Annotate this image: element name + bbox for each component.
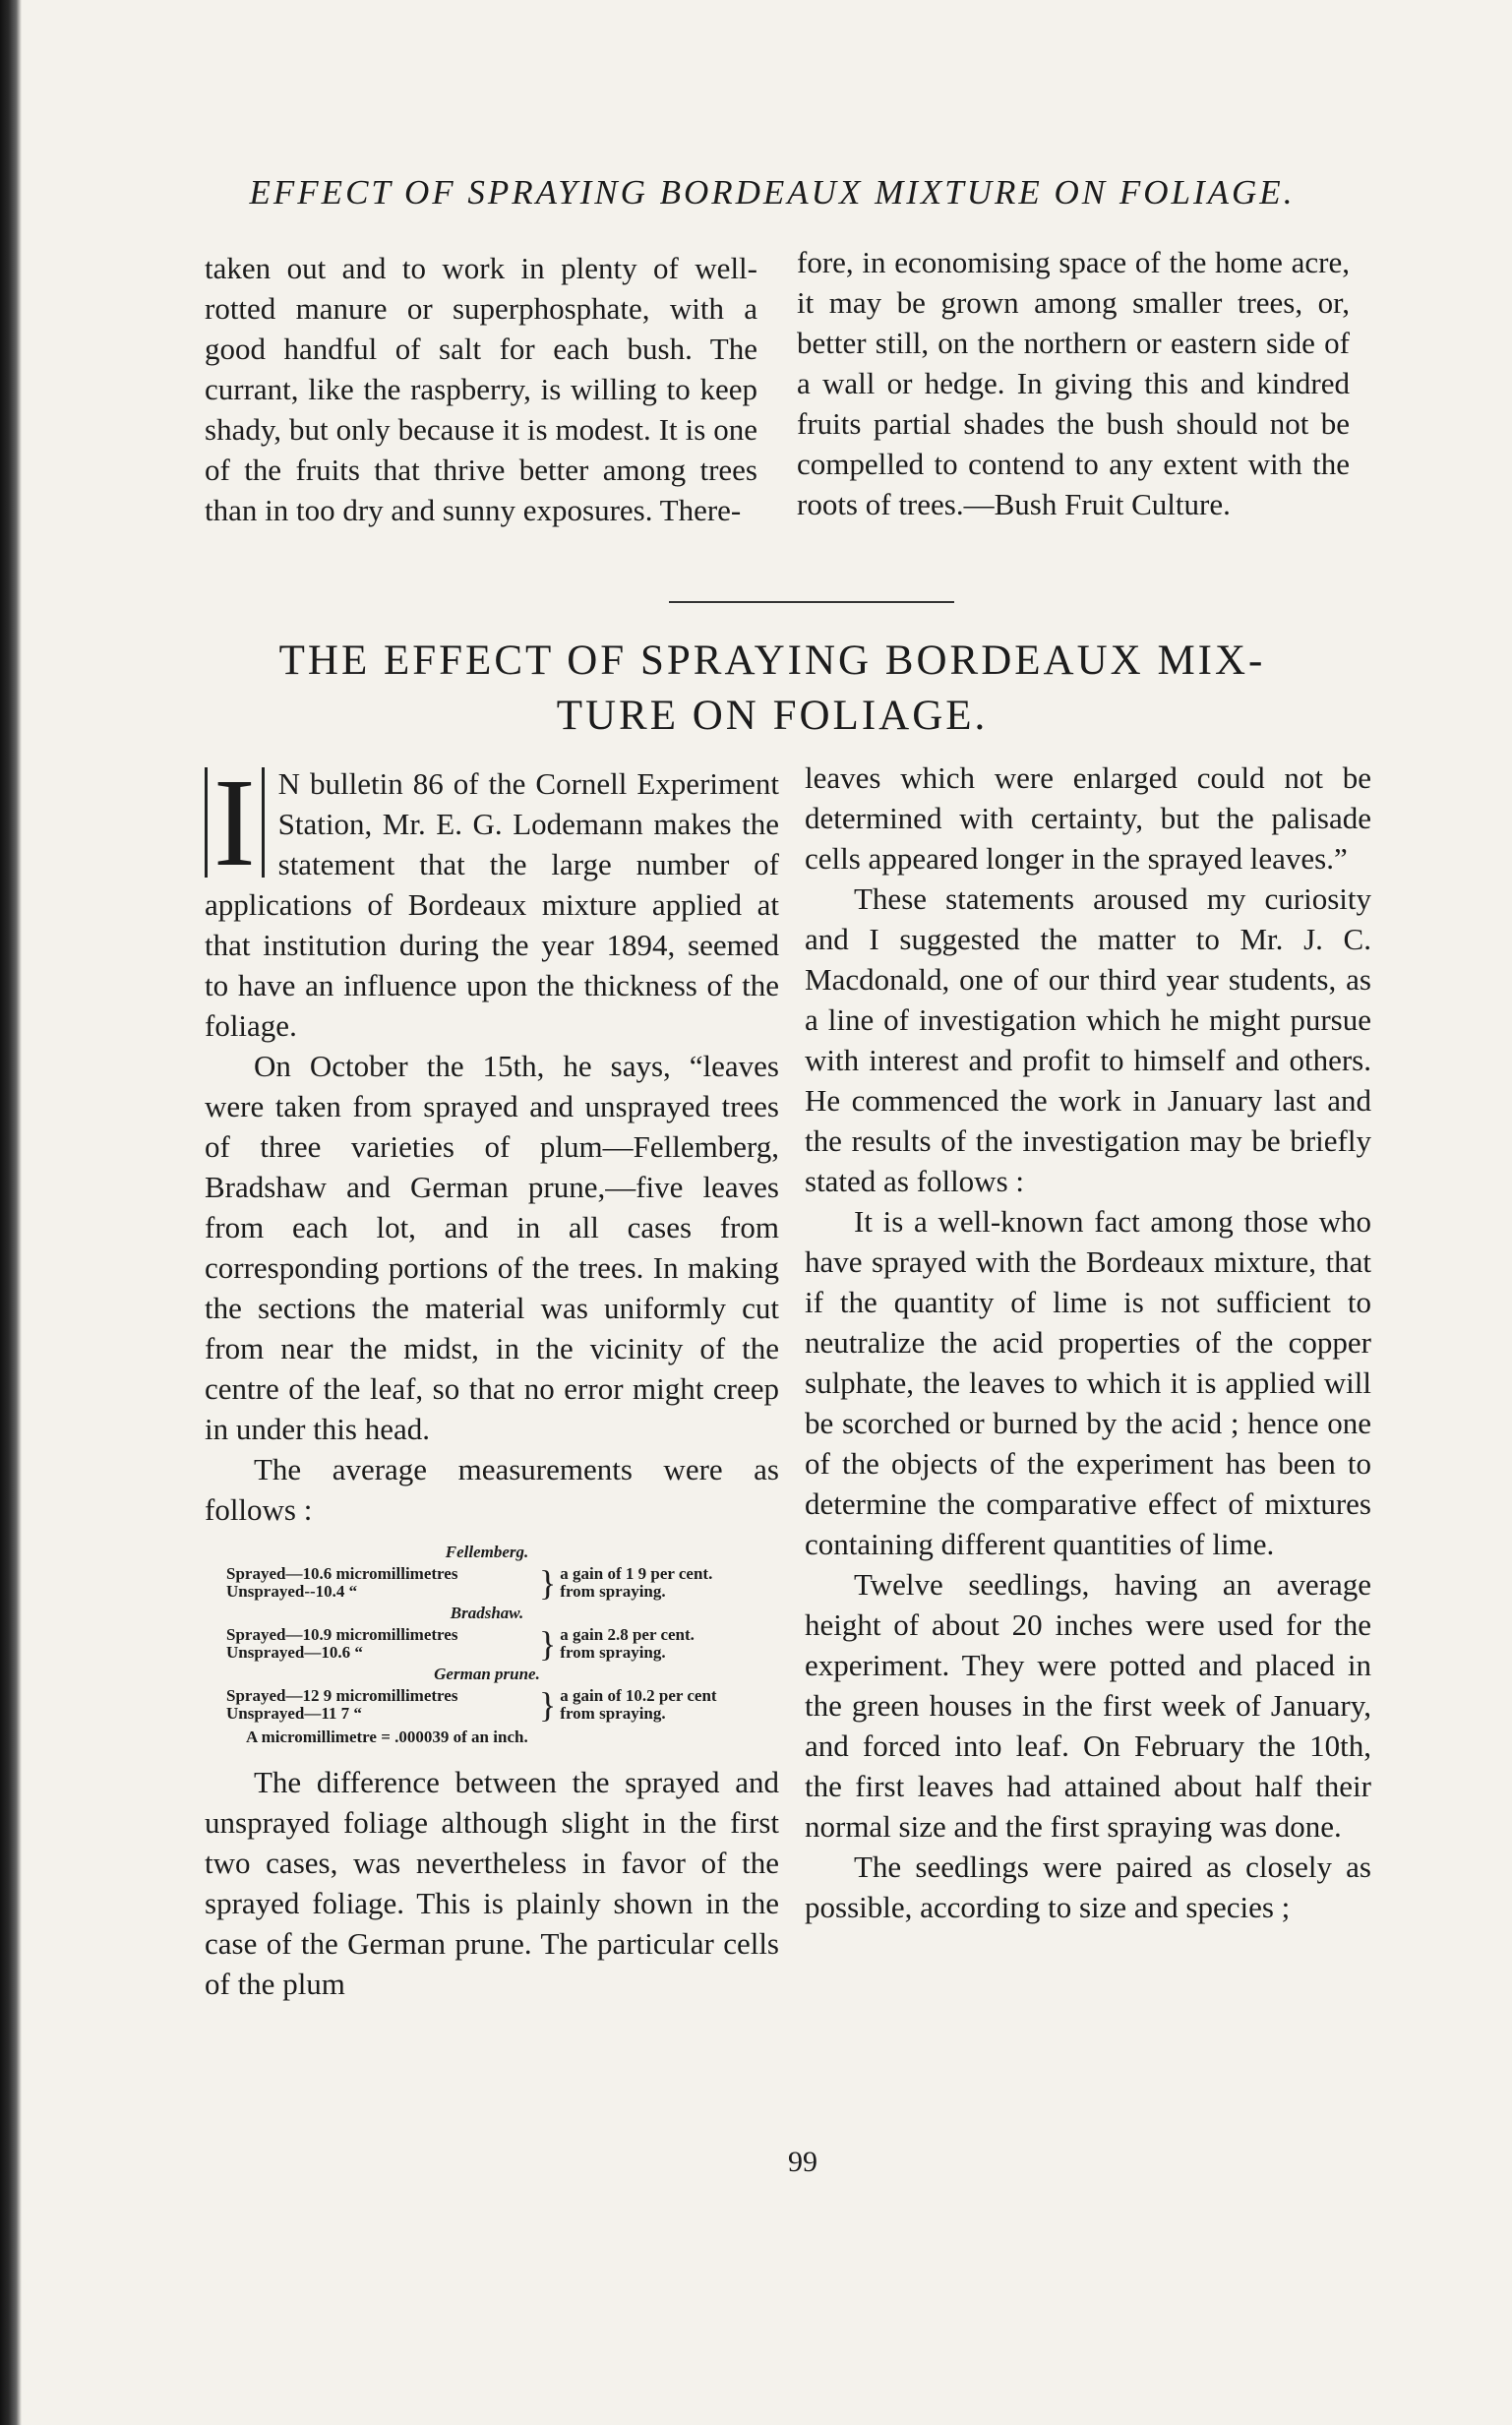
top-left-paragraph: taken out and to work in plenty of well-rotted manure or superphosphate, with a good handful of salt for each bush. The currant, like the raspberry, is willing to keep shady, but only because it is modest. It is one of the fruits that thrive better among trees than in too dry and sunny exposures. There- — [205, 251, 757, 527]
continuation-paragraph: leaves which were enlarged could not be determined with certainty, but the palisade cells appeared longer in the sprayed leaves.” — [805, 760, 1371, 876]
measure-footnote: A micromillimetre = .000039 of an inch. — [246, 1728, 528, 1746]
section-divider — [669, 601, 954, 603]
drop-cap: I — [205, 767, 265, 878]
brace-glyph: } — [539, 1563, 557, 1603]
measurements-intro: The average measurements were as follows : — [205, 1452, 779, 1527]
difference-paragraph: The difference between the sprayed and unsprayed foliage although slight in the first two cases, was nevertheless in favor of the sprayed foliage. This is plainly shown in the case of the German prune. The particular cells of the plum — [205, 1765, 779, 2001]
lime-paragraph: It is a well-known fact among those who have sprayed with the Bordeaux mixture, that if the quantity of lime is not sufficient to neutralize the acid properties of the copper sulphate, the leaves to which it is applied will be scorched or burned by the acid ; hence one of the objects of the experiment has been to determine the comparative effect of mixtures containing different quantities of lime. — [805, 1204, 1371, 1561]
variety-label: German prune. — [434, 1665, 540, 1683]
article-title-line-2: TURE ON FOLIAGE. — [556, 693, 989, 739]
intro-text: N bulletin 86 of the Cornell Experiment Station, Mr. E. G. Lodemann makes the statement that the large number of applications of Bordeaux mixture applied at that institution during the year 1894, seemed to have an influence upon the thickness of the foliage. — [205, 766, 779, 1043]
measurement-row — [226, 1687, 777, 1723]
article-title — [197, 634, 1348, 744]
gain-value: a gain of 1 9 per cent. — [560, 1564, 713, 1583]
seedlings-paragraph: Twelve seedlings, having an average height of about 20 inches were used for the experiment. They were potted and placed in the green houses in the first week of January, and forced into leaf. On February the 10th, the first leaves had attained about half their normal size and the first spraying was done. — [805, 1567, 1371, 1844]
brace-glyph: } — [539, 1685, 557, 1725]
quote-paragraph: On October the 15th, he says, “leaves were taken from sprayed and unsprayed trees of three varieties of plum—Fellemberg, Bradshaw and German prune,—five leaves from each lot, and in all cases from corresponding portions of the trees. In making the sections the material was uniformly cut from near the midst, in the vicinity of the centre of the leaf, so that no error might creep in under this head. — [205, 1049, 779, 1446]
gain-source: from spraying. — [560, 1582, 666, 1601]
brace-glyph: } — [539, 1624, 557, 1664]
page-binding-edge — [0, 0, 22, 2425]
curiosity-paragraph: These statements aroused my curiosity and I suggested the matter to Mr. J. C. Macdonald, one of our third year students, as a line of investigation which he might pursue with interest and profit to himself and others. He commenced the work in January last and the results of the investigation may be briefly stated as follows : — [805, 881, 1371, 1198]
article-title-line-1: THE EFFECT OF SPRAYING BORDEAUX MIX- — [278, 637, 1266, 684]
intro-paragraph — [205, 753, 779, 1046]
pairing-paragraph: The seedlings were paired as closely as possible, according to size and species ; — [805, 1849, 1371, 1924]
sprayed-value: Sprayed—12 9 micromillimetres — [226, 1686, 458, 1705]
unsprayed-value: Unsprayed—11 7 “ — [226, 1704, 362, 1723]
variety-label: Fellemberg. — [445, 1543, 529, 1561]
unsprayed-value: Unsprayed--10.4 “ — [226, 1582, 358, 1601]
top-right-paragraph: fore, in economising space of the home acre, it may be grown among smaller trees, or, better still, on the northern or eastern side of a wall or hedge. In giving this and kindred fruits partial shades the bush should not be compelled to contend to any extent with the roots of trees.—Bush Fruit Culture. — [797, 245, 1350, 521]
body-right-column — [805, 758, 1371, 1927]
gain-value: a gain of 10.2 per cent — [560, 1686, 717, 1705]
page-number: 99 — [788, 2146, 817, 2178]
variety-label: Bradshaw. — [450, 1604, 524, 1622]
top-right-column — [797, 242, 1350, 524]
gain-value: a gain 2.8 per cent. — [560, 1625, 695, 1644]
gain-source: from spraying. — [560, 1643, 666, 1662]
sprayed-value: Sprayed—10.6 micromillimetres — [226, 1564, 458, 1583]
running-head: EFFECT OF SPRAYING BORDEAUX MIXTURE ON FOLIAGE. — [249, 173, 1296, 212]
sprayed-value: Sprayed—10.9 micromillimetres — [226, 1625, 458, 1644]
measurements-table — [226, 1544, 777, 1746]
top-left-column — [205, 248, 757, 530]
gain-source: from spraying. — [560, 1704, 666, 1723]
body-left-column — [205, 753, 779, 2004]
measurement-row — [226, 1626, 777, 1662]
measurement-row — [226, 1565, 777, 1601]
unsprayed-value: Unsprayed—10.6 “ — [226, 1643, 363, 1662]
